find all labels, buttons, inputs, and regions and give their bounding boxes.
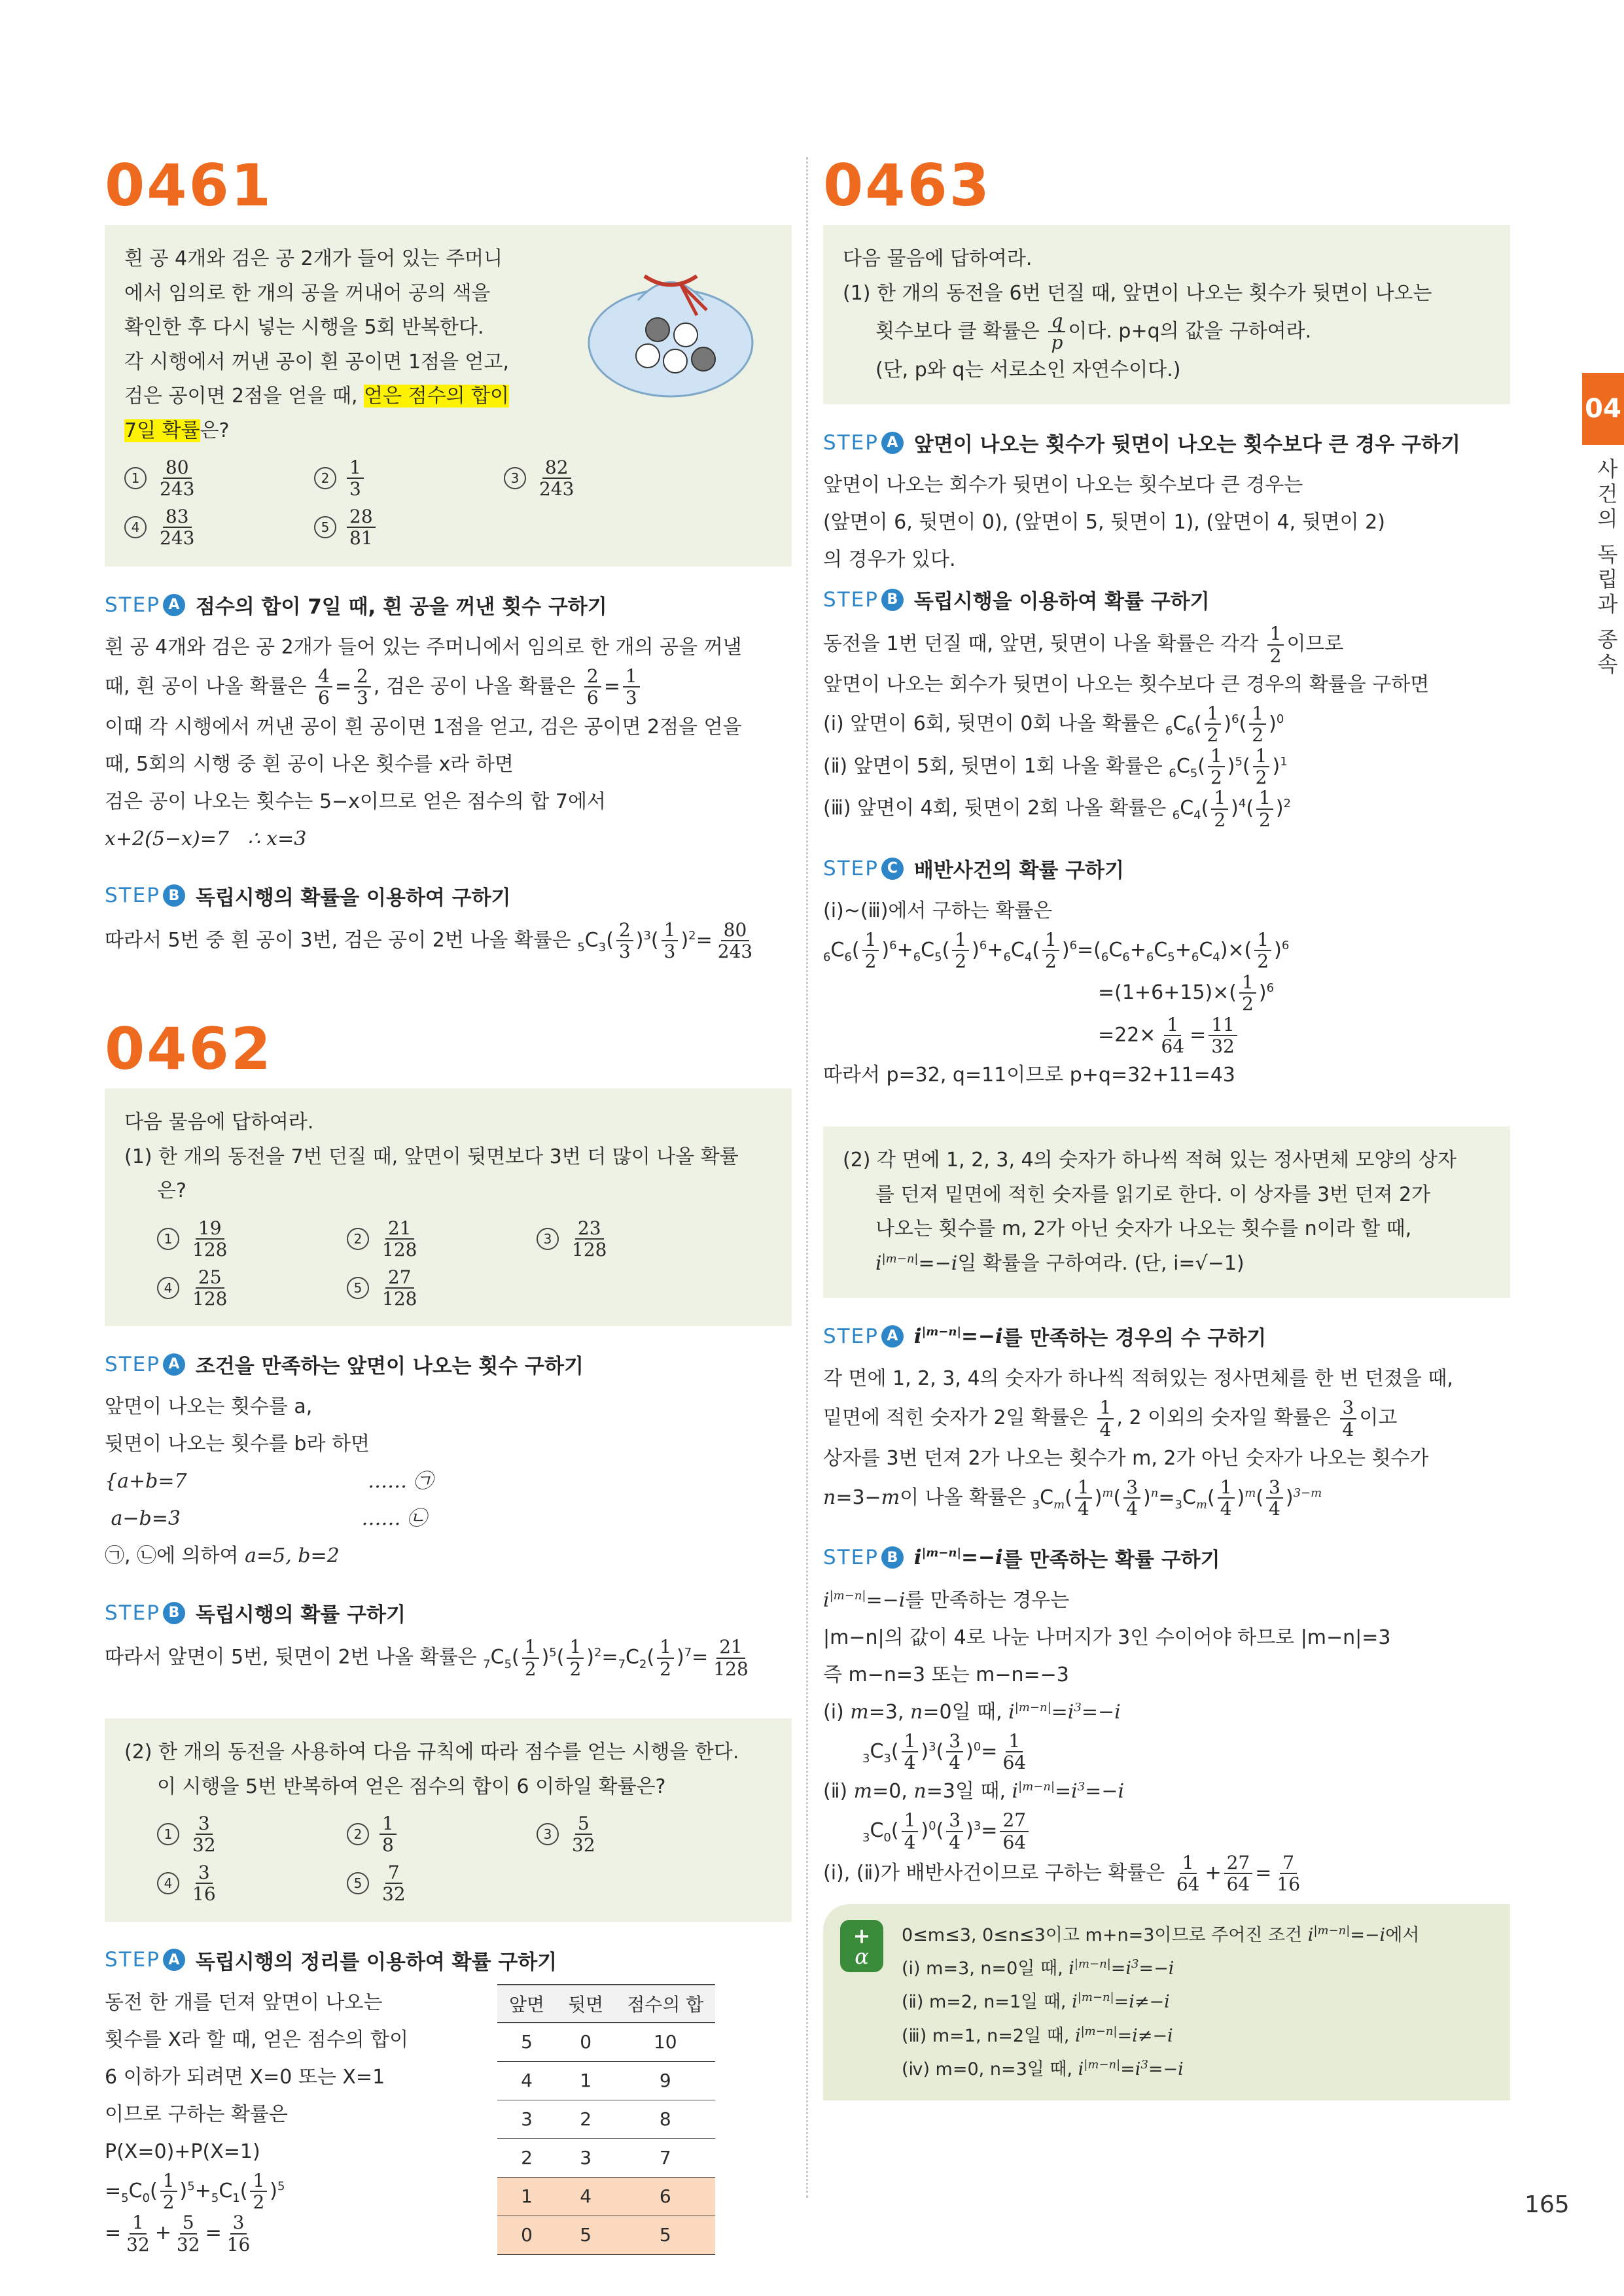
problem-box [105, 1718, 792, 1921]
problem-text: 다음 물음에 답하여라. [843, 247, 1033, 270]
choice-fraction: $\frac{1}{8}$ [380, 1813, 397, 1856]
problem-text: 확인한 후 다시 넣는 시행을 5회 반복한다. [124, 316, 484, 339]
problem-text: 은? [157, 1179, 186, 1203]
solution-text: 이므로 구하는 확률은 [105, 2102, 288, 2126]
choice-number: 3 [537, 1823, 559, 1845]
table-cell: 4 [497, 2061, 556, 2100]
problem-number: 0461 [105, 152, 273, 219]
problem-text: 에서 임의로 한 개의 공을 꺼내어 공의 색을 [124, 281, 491, 305]
problem-text: (2) 한 개의 동전을 사용하여 다음 규칙에 따라 점수를 얻는 시행을 한다. [124, 1741, 739, 1764]
problem-0462 [105, 1015, 792, 2255]
step-c-heading: STEP C 배반사건의 확률 구하기 [823, 856, 1124, 883]
choice-fraction: $\frac{3}{32}$ [192, 1813, 216, 1856]
chapter-tab: 04 [1582, 373, 1624, 445]
table-row [497, 2061, 715, 2100]
step-a-heading: STEP A 조건을 만족하는 앞면이 나오는 횟수 구하기 [105, 1352, 584, 1379]
solution-text: 앞면이 나오는 횟수를 a, [105, 1395, 313, 1419]
solution-text: 각 면에 1, 2, 3, 4의 숫자가 하나씩 적혀있는 정사면체를 한 번 던졌을 때, [823, 1367, 1453, 1391]
choice-fraction: $\frac{28}{81}$ [347, 506, 376, 549]
solution-math: =22× $\frac{1}{64}$ = $\frac{11}{32}$ [823, 1015, 1510, 1057]
choice-number: 1 [157, 1228, 179, 1250]
table-header: 점수의 합 [615, 1985, 715, 2023]
solution-text: 즉 m−n=3 또는 m−n=−3 [823, 1663, 1069, 1686]
table-cell: 7 [615, 2138, 715, 2177]
highlight: 얻은 점수의 합이 [364, 385, 510, 408]
table-cell: 0 [556, 2023, 615, 2062]
solution-text: 때, 5회의 시행 중 흰 공이 나온 횟수를 x라 하면 [105, 752, 514, 776]
table-header: 뒷면 [556, 1985, 615, 2023]
solution-math: 밑면에 적힌 숫자가 2일 확률은 $\frac{1}{4}$ , 2 이외의 숫자일 확률은 $\frac{3}{4}$ 이고 [823, 1397, 1398, 1440]
choice-fraction: $\frac{21}{128}$ [382, 1217, 417, 1261]
table-header: 앞면 [497, 1985, 556, 2023]
table-row [497, 2100, 715, 2138]
answer-choice [537, 1813, 726, 1856]
table-cell: 9 [615, 2061, 715, 2100]
solution-text: |m−n|의 값이 4로 나눈 나머지가 3인 수이어야 하므로 |m−n|=3 [823, 1626, 1391, 1649]
step-b-heading: STEP B 독립시행의 확률을 이용하여 구하기 [105, 884, 511, 910]
choice-fraction: $\frac{19}{128}$ [192, 1217, 228, 1261]
answer-choice [347, 1267, 537, 1310]
solution-text: 횟수를 X라 할 때, 얻은 점수의 합이 [105, 2028, 409, 2051]
solution-math: 따라서 앞면이 5번, 뒷면이 2번 나올 확률은 $_7C_5$( $\frac{1}{2}$ )$^5$( $\frac{1}{2}$ )$^2=_7C_2$( $\frac{1}{2}$ )$^7$= $\frac{21}{128}$ [105, 1636, 749, 1680]
table-cell: 6 [615, 2177, 715, 2216]
solution-math: (ⅱ) 앞면이 5회, 뒷면이 1회 나올 확률은 $_6C_5$( $\frac{1}{2}$ )$^5$( $\frac{1}{2}$ )$^1$ [823, 744, 1288, 789]
table-cell: 1 [556, 2061, 615, 2100]
choice-fraction: $\frac{3}{16}$ [192, 1861, 216, 1905]
tip-text: 0≤m≤3, 0≤n≤3이고 m+n=3이므로 주어진 조건 $i^{|m-n|}=-i$에서 [902, 1923, 1420, 1945]
table-cell: 10 [615, 2023, 715, 2062]
problem-box [823, 225, 1510, 404]
highlight: 7일 확률 [124, 419, 200, 442]
problem-text: 이 시행을 5번 반복하여 얻은 점수의 합이 6 이하일 확률은? [157, 1775, 666, 1798]
step-a-heading: STEP A 독립시행의 정리를 이용하여 확률 구하기 [105, 1948, 557, 1974]
solution-math: {a+b=7 …… ㉠ [105, 1470, 433, 1493]
solution-math: =(1+6+15)×( $\frac{1}{2}$ )$^6$ [1098, 971, 1275, 1015]
problem-text: 를 던져 밑면에 적힌 숫자를 읽기로 한다. 이 상자를 3번 던져 2가 [875, 1183, 1431, 1206]
solution-text: (앞면이 6, 뒷면이 0), (앞면이 5, 뒷면이 1), (앞면이 4, 뒷면이 2) [823, 511, 1385, 534]
answer-choice [314, 457, 504, 500]
tip-box [823, 1904, 1510, 2100]
problem-0461 [105, 152, 792, 963]
problem-text: 나오는 횟수를 m, 2가 아닌 숫자가 나오는 횟수를 n이라 할 때, [875, 1217, 1412, 1241]
table-cell: 5 [615, 2216, 715, 2254]
solution-math: n=3−m이 나올 확률은 $_3C_m$( $\frac{1}{4}$ )$^m$( $\frac{3}{4}$ )$^n=_3C_m$( $\frac{1}{4}$ )$^m$( $\frac{3}{4}$ )$^{3-m}$ [823, 1476, 1322, 1520]
solution-text: 상자를 3번 던져 2가 나오는 횟수가 m, 2가 아닌 숫자가 나오는 횟수가 [823, 1446, 1429, 1470]
choice-fraction: $\frac{80}{243}$ [160, 457, 195, 500]
solution-math: x+2(5−x)=7 ∴ x=3 [105, 827, 307, 850]
answer-choices [124, 1813, 772, 1904]
choice-number: 5 [314, 516, 336, 538]
choice-number: 4 [157, 1277, 179, 1299]
table-cell: 3 [497, 2100, 556, 2138]
answer-choice [347, 1862, 537, 1905]
choice-fraction: $\frac{83}{243}$ [160, 505, 195, 549]
solution-text: (ⅰ)~(ⅲ)에서 구하는 확률은 [823, 899, 1053, 923]
solution-math: (ⅱ) m=0, n=3일 때, $i^{|m-n|}=i^3=-i$ [823, 1780, 1125, 1803]
solution-math: (ⅰ), (ⅱ)가 배반사건이므로 구하는 확률은 $\frac{1}{64}$ + $\frac{27}{64}$ = $\frac{7}{16}$ [823, 1852, 1301, 1896]
problem-text: 검은 공이면 2점을 얻을 때, 얻은 점수의 합이 [124, 385, 510, 408]
solution-math: 동전을 1번 던질 때, 앞면, 뒷면이 나올 확률은 각각 $\frac{1}{2}$ 이므로 [823, 623, 1344, 667]
solution-math: = $\frac{1}{32}$ + $\frac{5}{32}$ = $\frac{3}{16}$ [105, 2212, 251, 2255]
solution-math: a−b=3 …… ㉡ [105, 1507, 427, 1531]
step-b-heading: STEP B 독립시행의 확률 구하기 [105, 1601, 406, 1627]
solution-with-table [105, 1984, 792, 2255]
answer-choice [314, 506, 504, 549]
step-a-heading: STEP A $i^{|m-n|}=-i$ 를 만족하는 경우의 수 구하기 [823, 1324, 1267, 1351]
choice-number: 3 [537, 1228, 559, 1250]
step-a-heading: STEP A 앞면이 나오는 횟수가 뒷면이 나오는 횟수보다 큰 경우 구하기 [823, 430, 1460, 457]
solution-math: $=_5C_0$( $\frac{1}{2}$ )$^5+_5C_1$( $\frac{1}{2}$ )$^5$ [105, 2169, 285, 2213]
solution-text: 앞면이 나오는 회수가 뒷면이 나오는 횟수보다 큰 경우는 [823, 474, 1303, 497]
choice-fraction: $\frac{5}{32}$ [572, 1813, 595, 1856]
choice-fraction: $\frac{25}{128}$ [192, 1266, 228, 1310]
choice-fraction: $\frac{1}{3}$ [347, 457, 364, 500]
table-row [497, 2216, 715, 2254]
table-cell: 4 [556, 2177, 615, 2216]
answer-choice [347, 1218, 537, 1261]
problem-box [823, 1126, 1510, 1298]
right-column [823, 152, 1510, 2100]
tip-row: (ⅲ) m=1, n=2일 때, $i^{|m-n|}=i\ne-i$ [902, 2024, 1173, 2046]
table-cell: 5 [497, 2023, 556, 2062]
choice-fraction: $\frac{23}{128}$ [572, 1217, 607, 1261]
page-number: 165 [1525, 2191, 1570, 2218]
table-cell: 0 [497, 2216, 556, 2254]
choice-number: 2 [347, 1823, 369, 1845]
solution-math: (ⅲ) 앞면이 4회, 뒷면이 2회 나올 확률은 $_6C_4$( $\frac{1}{2}$ )$^4$( $\frac{1}{2}$ )$^2$ [823, 787, 1292, 831]
table-row [497, 2023, 715, 2062]
tip-row: (ⅰ) m=3, n=0일 때, $i^{|m-n|}=i^3=-i$ [902, 1957, 1174, 1979]
solution-text: 검은 공이 나오는 횟수는 5−x이므로 얻은 점수의 합 7에서 [105, 790, 606, 813]
problem-number: 0463 [823, 152, 991, 219]
answer-choice [124, 457, 314, 500]
choice-number: 1 [124, 467, 147, 489]
choice-number: 4 [157, 1872, 179, 1894]
solution-math: (ⅰ) m=3, n=0일 때, $i^{|m-n|}=i^3=-i$ [823, 1700, 1121, 1724]
tip-row: (ⅳ) m=0, n=3일 때, $i^{|m-n|}=i^3=-i$ [902, 2058, 1184, 2080]
problem-text: 7일 확률은? [124, 419, 230, 442]
problem-text: (단, p와 q는 서로소인 자연수이다.) [875, 358, 1181, 381]
score-table [497, 1984, 715, 2255]
table-cell: 5 [556, 2216, 615, 2254]
problem-0463 [823, 152, 1510, 2100]
plus-alpha-icon: + α [840, 1920, 883, 1972]
answer-choice [537, 1218, 726, 1261]
pouch-illustration-icon [576, 238, 766, 402]
chapter-title: 사건의 독립과 종속 [1594, 458, 1619, 678]
problem-text: 흰 공 4개와 검은 공 2개가 들어 있는 주머니 [124, 247, 503, 270]
solution-text: 의 경우가 있다. [823, 548, 956, 572]
solution-math: $_6C_6$( $\frac{1}{2}$ )$^6+_6C_5$( $\frac{1}{2}$ )$^6+_6C_4$( $\frac{1}{2}$ )$^6=(_6C_6+_6C_5+_6C_4)\times$( $\frac{1}{2}$ )$^6$ [823, 929, 1290, 973]
step-a-heading: STEP A 점수의 합이 7일 때, 흰 공을 꺼낸 횟수 구하기 [105, 593, 607, 619]
answer-choice [157, 1813, 347, 1856]
solution-math: 따라서 5번 중 흰 공이 3번, 검은 공이 2번 나올 확률은 $_5C_3$( $\frac{2}{3}$ )$^3$( $\frac{1}{3}$ )$^2$= $\frac{80}{243}$ [105, 918, 753, 963]
answer-choice [157, 1267, 347, 1310]
solution-text: 앞면이 나오는 회수가 뒷면이 나오는 횟수보다 큰 경우의 확률을 구하면 [823, 672, 1430, 696]
choice-number: 4 [124, 516, 147, 538]
solution-math: $_3C_0$( $\frac{1}{4}$ )$^0$( $\frac{3}{4}$ )$^3$= $\frac{27}{64}$ [823, 1810, 1510, 1852]
choice-fraction: $\frac{27}{128}$ [382, 1266, 417, 1310]
left-column [105, 152, 792, 2255]
choice-number: 5 [347, 1277, 369, 1299]
problem-number: 0462 [105, 1015, 273, 1083]
table-cell: 2 [556, 2100, 615, 2138]
answer-choices [124, 457, 772, 548]
choice-number: 1 [157, 1823, 179, 1845]
solution-text: 흰 공 4개와 검은 공 2개가 들어 있는 주머니에서 임의로 한 개의 공을 꺼낼 [105, 636, 742, 659]
problem-text: (2) 각 면에 1, 2, 3, 4의 숫자가 하나씩 적혀 있는 정사면체 모양의 상자 [843, 1149, 1456, 1172]
solution-text: 동전 한 개를 던져 앞면이 나오는 [105, 1991, 383, 2014]
table-cell: 2 [497, 2138, 556, 2177]
problem-box [105, 1088, 792, 1326]
table-row [497, 2138, 715, 2177]
table-cell: 1 [497, 2177, 556, 2216]
problem-text: 다음 물음에 답하여라. [124, 1111, 314, 1134]
table-cell: 8 [615, 2100, 715, 2138]
choice-number: 5 [347, 1872, 369, 1894]
problem-text: 각 시행에서 꺼낸 공이 흰 공이면 1점을 얻고, [124, 350, 510, 374]
choice-number: 2 [314, 467, 336, 489]
choice-number: 2 [347, 1228, 369, 1250]
problem-text: $i^{|m-n|}=-i$일 확률을 구하여라. (단, i=√−1) [875, 1251, 1244, 1275]
column-divider [806, 157, 808, 2198]
solution-text: 6 이하가 되려면 X=0 또는 X=1 [105, 2065, 385, 2089]
choice-number: 3 [504, 467, 526, 489]
answer-choice [504, 457, 694, 500]
answer-choice [124, 506, 314, 549]
solution-math: $i^{|m-n|}=-i$를 만족하는 경우는 [823, 1588, 1070, 1612]
tip-row: (ⅱ) m=2, n=1일 때, $i^{|m-n|}=i\ne-i$ [902, 1991, 1170, 2013]
choice-fraction: $\frac{82}{243}$ [539, 457, 574, 500]
answer-choice [157, 1218, 347, 1261]
problem-box [105, 225, 792, 566]
problem-text: 횟수보다 클 확률은 $\frac{q}{p}$ 이다. p+q의 값을 구하여라. [875, 310, 1312, 354]
solution-text: P(X=0)+P(X=1) [105, 2140, 260, 2163]
step-b-heading: STEP B $i^{|m-n|}=-i$ 를 만족하는 확률 구하기 [823, 1546, 1220, 1572]
table-row [497, 2177, 715, 2216]
problem-text: (1) 한 개의 동전을 6번 던질 때, 앞면이 나오는 횟수가 뒷면이 나오는 [843, 281, 1432, 305]
answer-choice [157, 1862, 347, 1905]
choice-fraction: $\frac{7}{32}$ [382, 1861, 406, 1905]
answer-choices [124, 1218, 772, 1309]
solution-math: ㉠, ㉡에 의하여 a=5, b=2 [105, 1544, 340, 1568]
step-b-heading: STEP B 독립시행을 이용하여 확률 구하기 [823, 587, 1210, 614]
problem-text: (1) 한 개의 동전을 7번 던질 때, 앞면이 뒷면보다 3번 더 많이 나올 확률 [124, 1145, 739, 1168]
solution-math: $_3C_3$( $\frac{1}{4}$ )$^3$( $\frac{3}{4}$ )$^0$= $\frac{1}{64}$ [862, 1730, 1027, 1774]
solution-math: (ⅰ) 앞면이 6회, 뒷면이 0회 나올 확률은 $_6C_6$( $\frac{1}{2}$ )$^6$( $\frac{1}{2}$ )$^0$ [823, 702, 1284, 746]
answer-choice [347, 1813, 537, 1856]
table-cell: 3 [556, 2138, 615, 2177]
solution-text: 뒷면이 나오는 횟수를 b라 하면 [105, 1433, 370, 1456]
solution-math: 때, 흰 공이 나올 확률은 $\frac{4}{6}$ = $\frac{2}{3}$ , 검은 공이 나올 확률은 $\frac{2}{6}$ = $\frac{1}{3}$ [105, 666, 792, 708]
solution-text: 이때 각 시행에서 꺼낸 공이 흰 공이면 1점을 얻고, 검은 공이면 2점을 얻을 [105, 715, 742, 739]
solution-text: 따라서 p=32, q=11이므로 p+q=32+11=43 [823, 1064, 1235, 1087]
